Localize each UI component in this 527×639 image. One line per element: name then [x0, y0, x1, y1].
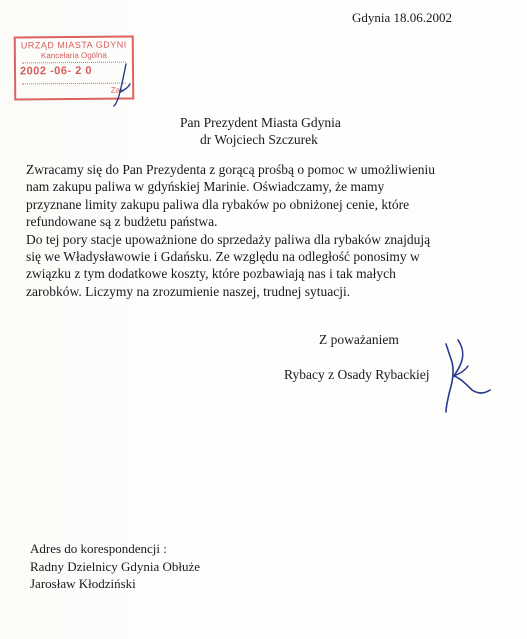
- closing-salutation: Z poważaniem: [319, 332, 399, 347]
- stamp-office-name: URZĄD MIASTA GDYNI: [20, 39, 127, 51]
- stamp-initial-mark: [112, 62, 136, 108]
- body-line: zarobków. Liczymy na zrozumienie naszej, trudnej sytuacji.: [26, 283, 351, 299]
- addressee-block: [0, 114, 527, 148]
- body-line: związku z tym dodatkowe koszty, które pozbawiają nas i tak małych: [26, 266, 396, 282]
- stamp-department: Kancelaria Ogólna: [40, 50, 107, 61]
- body-line: refundowane są z budżetu państwa.: [26, 214, 218, 230]
- body-line: nam zakupu paliwa w gdyńskiej Marinie. Oświadczamy, że mamy: [26, 179, 385, 195]
- letter-date: Gdynia 18.06.2002: [352, 10, 453, 25]
- body-line: się we Władysławowie i Gdańsku. Ze względu na odległość ponosimy w: [26, 249, 420, 265]
- addressee-title: Pan Prezydent Miasta Gdynia: [180, 115, 341, 130]
- address-label: Adres do korespondencji :: [30, 541, 167, 556]
- stamp-received-date: 2002 -06- 2 0: [19, 64, 93, 78]
- addressee-name: dr Wojciech Szczurek: [200, 132, 318, 147]
- letter-body: [26, 161, 496, 300]
- body-line: Do tej pory stacje upoważnione do sprzedaży paliwa dla rybaków znajdują: [26, 231, 431, 247]
- address-line-2: Jarosław Kłodziński: [30, 576, 136, 591]
- body-line: Zwracamy się do Pan Prezydenta z gorącą prośbą o pomoc w umożliwieniu: [26, 162, 435, 177]
- body-line: przyznane limity zakupu paliwa dla rybaków po obniżonej cenie, które: [26, 196, 410, 212]
- signatory: Rybacy z Osady Rybackiej: [284, 367, 430, 382]
- stamp-divider: [22, 83, 126, 85]
- stamp-attachments: Zał.: [110, 85, 125, 95]
- address-line-1: Radny Dzielnicy Gdynia Obłuże: [30, 558, 201, 574]
- correspondence-address: [30, 540, 200, 593]
- stamp-divider: [22, 62, 126, 64]
- handwritten-signature: [438, 336, 500, 414]
